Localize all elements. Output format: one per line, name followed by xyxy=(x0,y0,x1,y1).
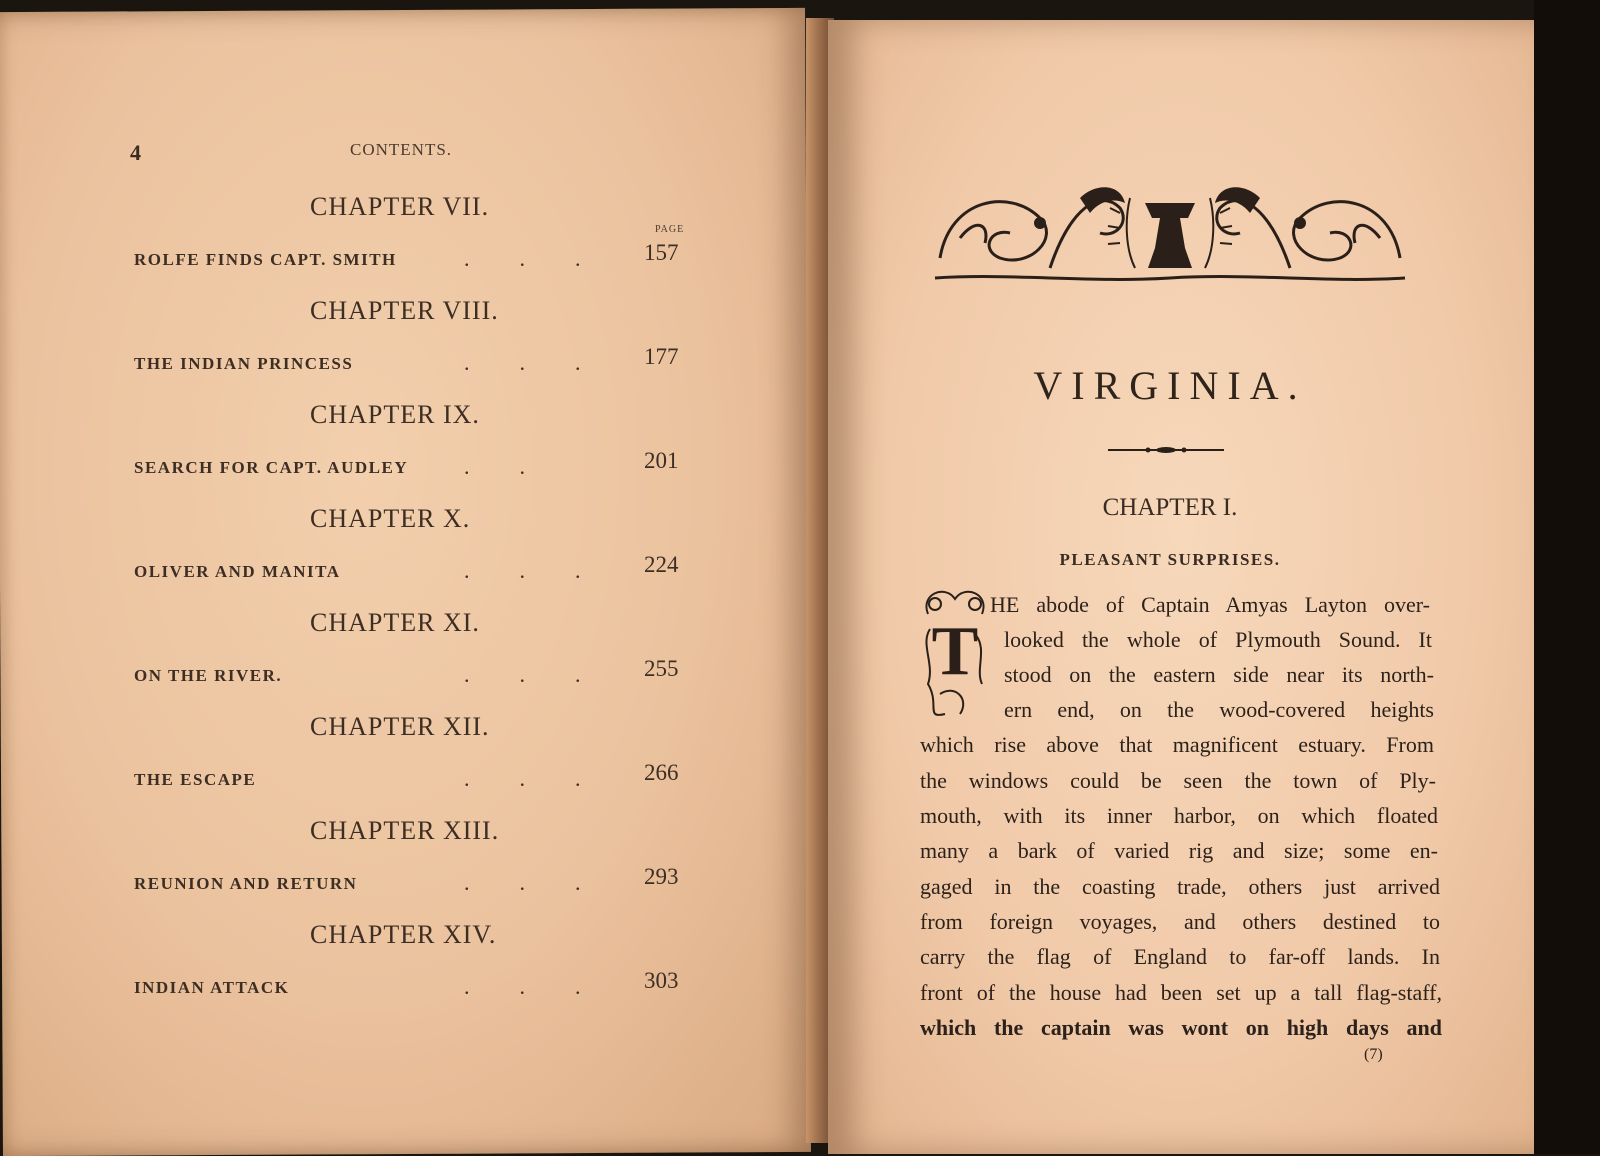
toc-row xyxy=(134,344,694,380)
chapter-heading: CHAPTER I. xyxy=(1102,494,1238,521)
chapter-title: CHAPTER IX. xyxy=(310,400,480,429)
toc-entry xyxy=(130,498,710,602)
book-title: VIRGINIA. xyxy=(1033,363,1307,408)
chapter-page: 201 xyxy=(644,448,679,473)
toc-entry xyxy=(130,706,710,810)
text-line: front of the house had been set up a tall flag-staff, xyxy=(920,980,1442,1005)
chapter-name: THE INDIAN PRINCESS xyxy=(134,354,354,373)
chapter-name: INDIAN ATTACK xyxy=(134,978,290,997)
text-line: mouth, with its inner harbor, on which floated xyxy=(920,803,1438,828)
leader-dots: ... xyxy=(464,974,631,999)
decorative-headpiece-icon xyxy=(930,178,1410,288)
toc-row xyxy=(134,760,694,796)
toc-entry xyxy=(130,914,710,1018)
folio-number: (7) xyxy=(1364,1046,1383,1063)
text-line: which the captain was wont on high days and xyxy=(920,1015,1442,1040)
leader-dots: ... xyxy=(464,558,631,583)
toc-row xyxy=(134,448,694,484)
leader-dots: ... xyxy=(464,246,631,271)
toc-entry xyxy=(130,602,710,706)
chapter-name: REUNION AND RETURN xyxy=(134,874,358,893)
toc-row xyxy=(134,656,694,692)
toc-row xyxy=(134,968,694,1004)
chapter-title: CHAPTER XIV. xyxy=(310,920,497,949)
chapter-subtitle: PLEASANT SURPRISES. xyxy=(1059,550,1281,569)
chapter-page: 224 xyxy=(644,552,679,577)
leader-dots: .. xyxy=(464,454,575,479)
leader-dots: ... xyxy=(464,870,631,895)
text-line: carry the flag of England to far-off lands. In xyxy=(920,944,1440,969)
chapter-name: ON THE RIVER. xyxy=(134,666,283,685)
toc-row xyxy=(134,552,694,588)
chapter-name: OLIVER AND MANITA xyxy=(134,562,341,581)
background-shadow xyxy=(1534,0,1600,1154)
page-number: 4 xyxy=(130,140,141,165)
table-of-contents xyxy=(130,186,710,1018)
text-line: looked the whole of Plymouth Sound. It xyxy=(1004,627,1432,652)
text-line: which rise above that magnificent estuary. From xyxy=(920,732,1434,757)
chapter-page: 266 xyxy=(644,760,679,785)
toc-row xyxy=(134,240,694,276)
text-line: ern end, on the wood-covered heights xyxy=(1004,697,1434,722)
chapter-page: 255 xyxy=(644,656,679,681)
text-line: HE abode of Captain Amyas Layton over- xyxy=(990,592,1430,617)
ornamental-dropcap-icon xyxy=(920,584,990,724)
toc-entry xyxy=(130,394,710,498)
chapter-title: CHAPTER XII. xyxy=(310,712,490,741)
chapter-title: CHAPTER VIII. xyxy=(310,296,499,325)
running-head: CONTENTS. xyxy=(350,140,453,159)
toc-entry xyxy=(130,186,710,290)
chapter-title: CHAPTER X. xyxy=(310,504,471,533)
chapter-title: CHAPTER VII. xyxy=(310,192,490,221)
toc-entry xyxy=(130,290,710,394)
leader-dots: ... xyxy=(464,662,631,687)
toc-entry xyxy=(130,810,710,914)
chapter-name: ROLFE FINDS CAPT. SMITH xyxy=(134,250,397,269)
leader-dots: ... xyxy=(464,350,631,375)
chapter-title: CHAPTER XI. xyxy=(310,608,480,637)
text-line: many a bark of varied rig and size; some en- xyxy=(920,838,1438,863)
page-column-header: PAGE xyxy=(655,224,685,235)
text-line: from foreign voyages, and others destined to xyxy=(920,909,1440,934)
chapter-page: 157 xyxy=(644,240,679,265)
chapter-page: 303 xyxy=(644,968,679,993)
text-line: the windows could be seen the town of Ply- xyxy=(920,768,1436,793)
text-line: gaged in the coasting trade, others just arrived xyxy=(920,874,1440,899)
chapter-page: 293 xyxy=(644,864,679,889)
text-line: stood on the eastern side near its north- xyxy=(1004,662,1434,687)
leader-dots: ... xyxy=(464,766,631,791)
toc-row xyxy=(134,864,694,900)
ornamental-rule-icon xyxy=(1108,440,1224,460)
chapter-title: CHAPTER XIII. xyxy=(310,816,500,845)
dropcap-letter: T xyxy=(931,613,979,690)
chapter-name: THE ESCAPE xyxy=(134,770,257,789)
chapter-page: 177 xyxy=(644,344,679,369)
chapter-name: SEARCH FOR CAPT. AUDLEY xyxy=(134,458,409,477)
